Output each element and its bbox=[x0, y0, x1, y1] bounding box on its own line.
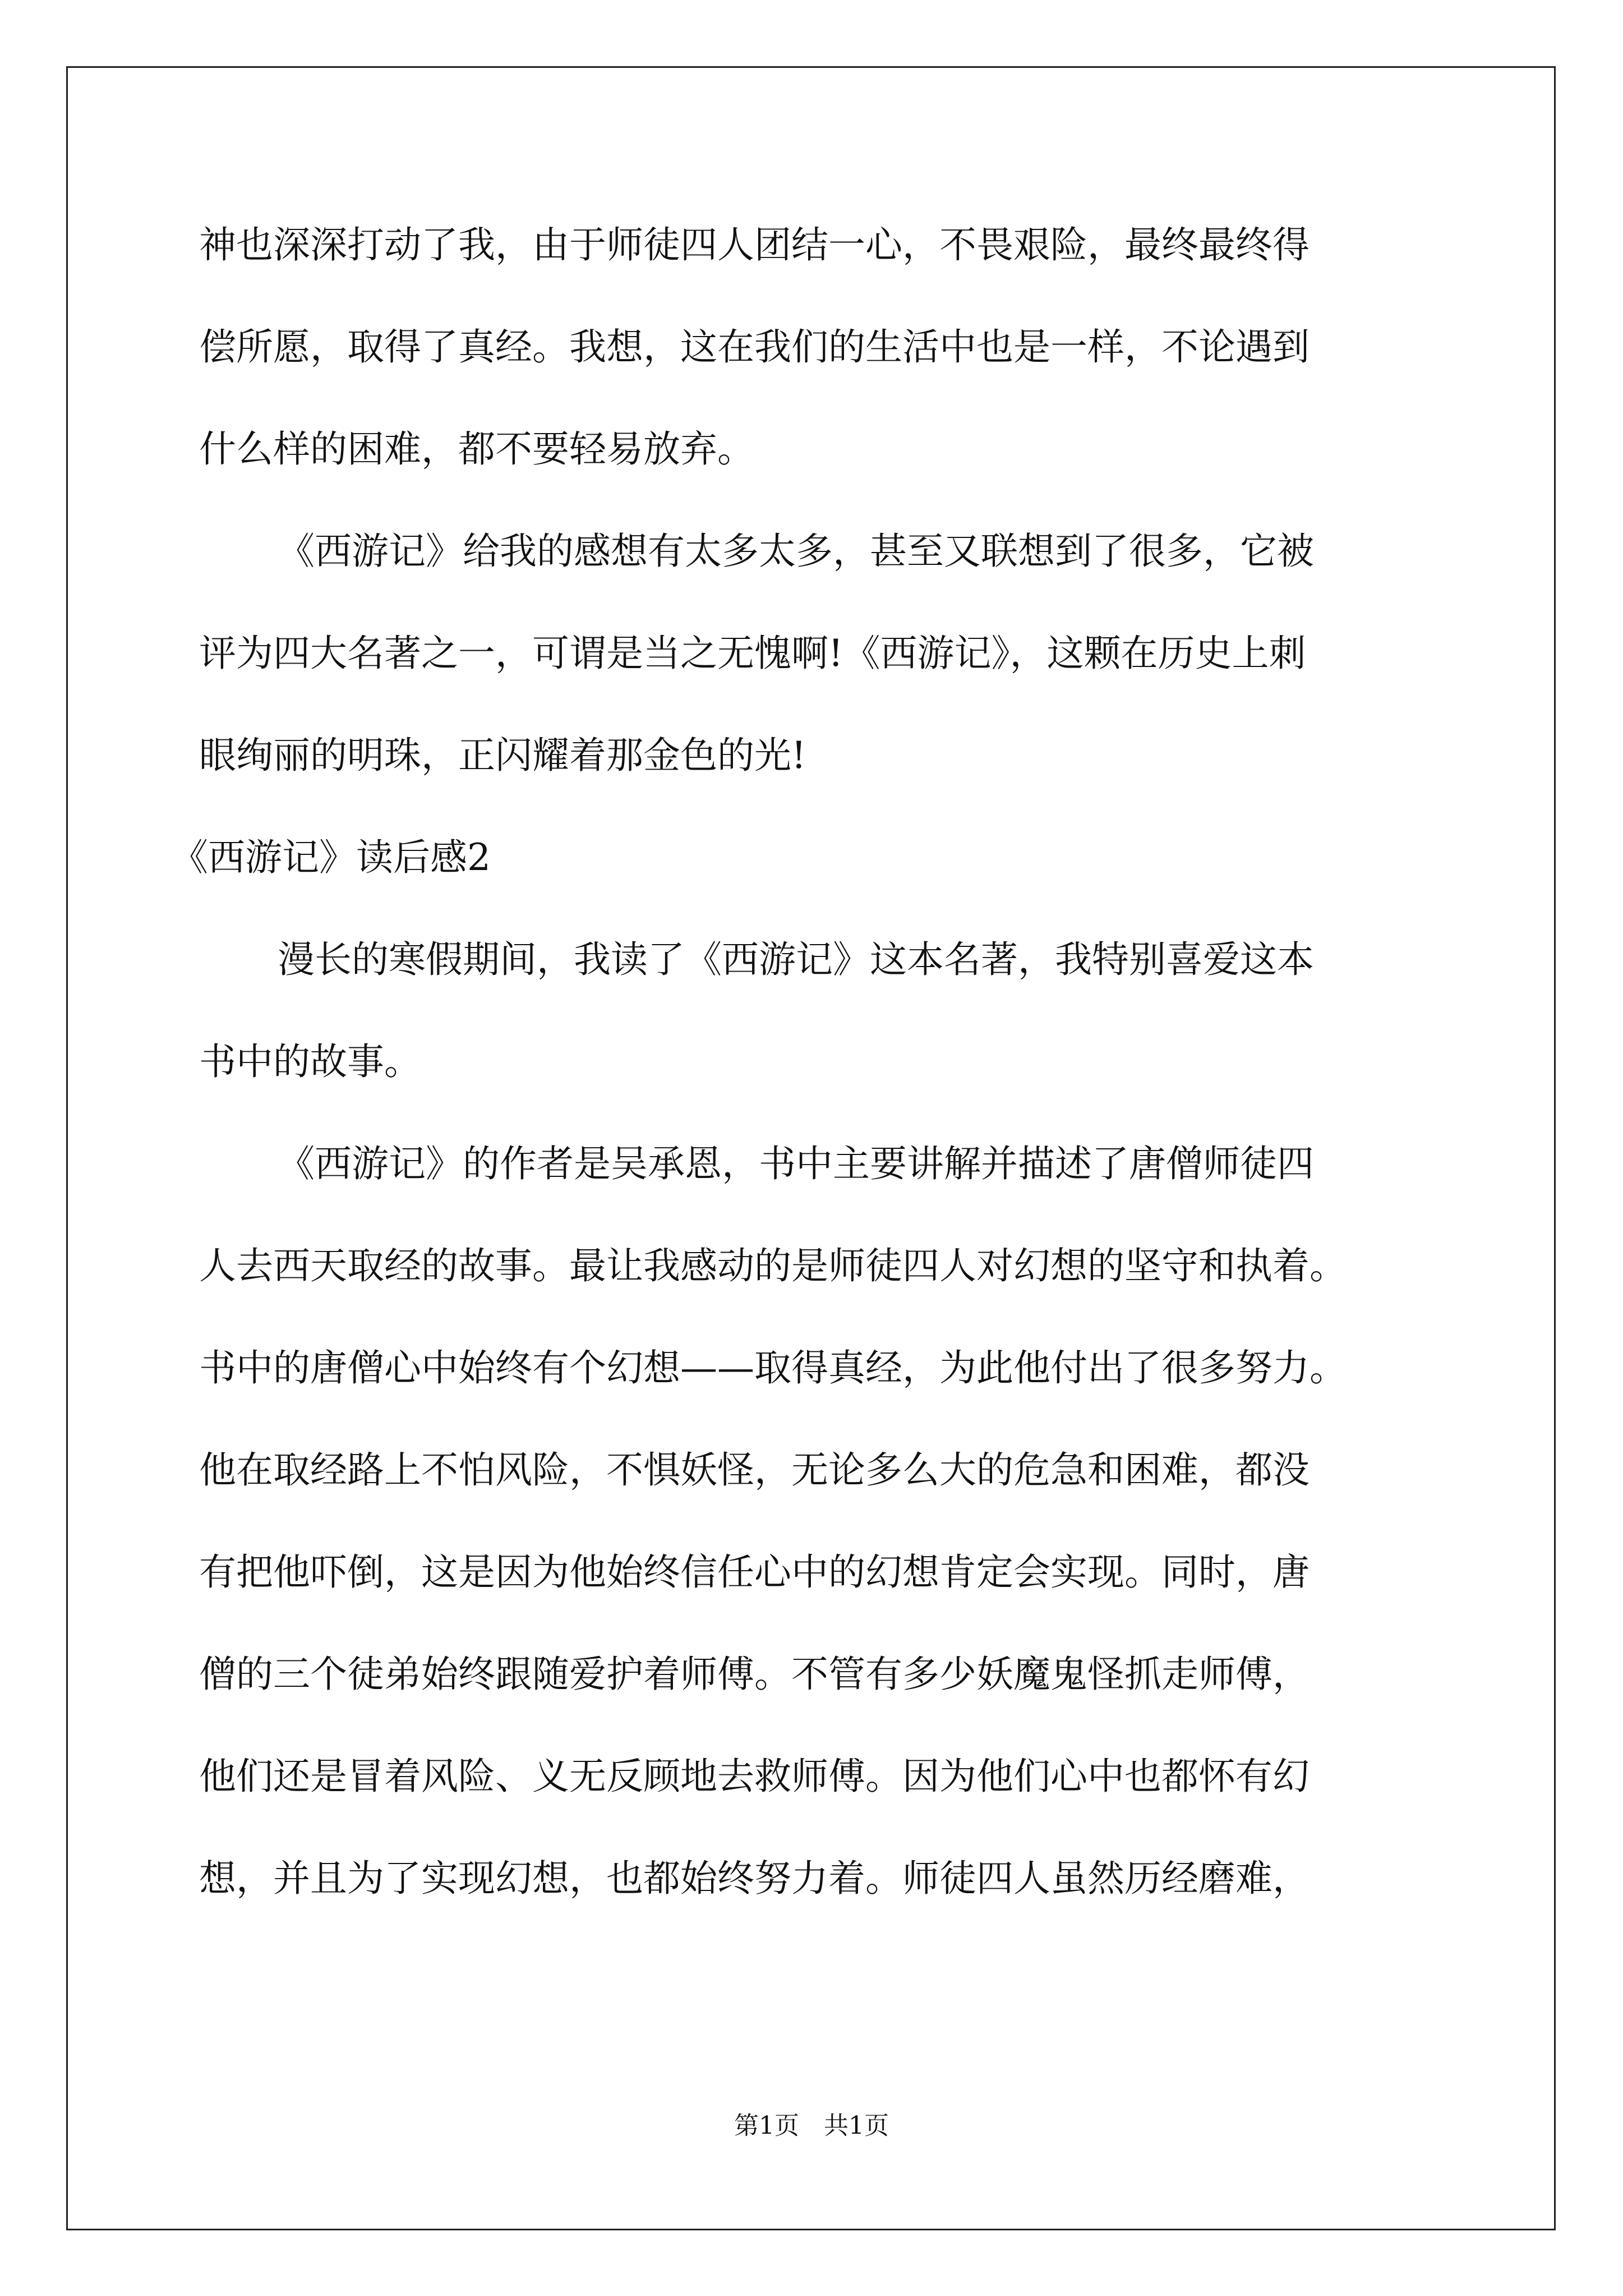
document-body bbox=[171, 222, 1422, 1957]
text-line: 他们还是冒着风险、义无反顾地去救师傅。因为他们心中也都怀有幻 bbox=[199, 1755, 1310, 1798]
text-line: 什么样的困难，都不要轻易放弃。 bbox=[199, 427, 754, 471]
page-footer: 第1页 共1页 bbox=[734, 2111, 889, 2140]
text-line: 漫长的寒假期间，我读了《西游记》这本名著，我特别喜爱这本 bbox=[278, 938, 1314, 981]
text-line: 人去西天取经的故事。最让我感动的是师徒四人对幻想的坚守和执着。 bbox=[199, 1244, 1347, 1287]
text-line: 眼绚丽的明珠，正闪耀着那金色的光! bbox=[199, 734, 806, 777]
text-line: 神也深深打动了我，由于师徒四人团结一心，不畏艰险，最终最终得 bbox=[199, 223, 1310, 266]
text-line: 《西游记》给我的感想有太多太多，甚至又联想到了很多，它被 bbox=[278, 530, 1314, 573]
text-line: 僧的三个徒弟始终跟随爱护着师傅。不管有多少妖魔鬼怪抓走师傅， bbox=[199, 1653, 1310, 1696]
text-line: 评为四大名著之一，可谓是当之无愧啊!《西游记》，这颗在历史上刺 bbox=[199, 632, 1306, 675]
section-heading: 《西游记》读后感2 bbox=[171, 836, 491, 879]
text-line: 他在取经路上不怕风险，不惧妖怪，无论多么大的危急和困难，都没 bbox=[199, 1448, 1310, 1492]
text-line: 书中的故事。 bbox=[199, 1040, 421, 1083]
text-line: 《西游记》的作者是吴承恩，书中主要讲解并描述了唐僧师徒四 bbox=[278, 1142, 1314, 1185]
text-line: 有把他吓倒，这是因为他始终信任心中的幻想肯定会实现。同时，唐 bbox=[199, 1550, 1310, 1594]
text-line: 想，并且为了实现幻想，也都始终努力着。师徒四人虽然历经磨难， bbox=[199, 1857, 1310, 1900]
text-line: 书中的唐僧心中始终有个幻想——取得真经，为此他付出了很多努力。 bbox=[199, 1346, 1347, 1389]
text-line: 偿所愿，取得了真经。我想，这在我们的生活中也是一样，不论遇到 bbox=[199, 325, 1310, 369]
